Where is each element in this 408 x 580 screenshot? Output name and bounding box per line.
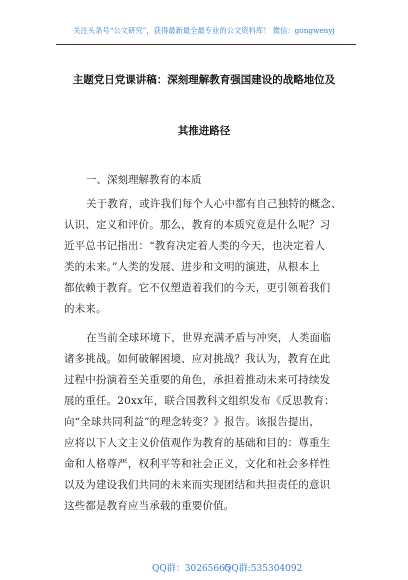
paragraph2-line: 展的重任。20xx年，联合国教科文组织发布《反思教育： xyxy=(64,395,335,407)
section-heading: 一、深刻理解教育的本质 xyxy=(86,174,202,186)
paragraph1-line: 近平总书记指出：“教育决定着人类的今天，也决定着人 xyxy=(64,240,326,252)
paragraph2-line: 命和人格尊严，权利平等和社会正义，文化和社会多样性 xyxy=(64,458,331,470)
document-title-line2: 其推进路径 xyxy=(177,125,231,137)
paragraph2-line: 在当前全球环境下，世界充满矛盾与冲突，人类面临 xyxy=(86,332,331,344)
paragraph1-line: 认识、定义和评价。那么，教育的本质究竟是什么呢？习 xyxy=(64,219,331,231)
paragraph2-line: 这些都是教育应当承载的重要价值。 xyxy=(64,500,235,512)
paragraph2-line: 诸多挑战。如何破解困境、应对挑战？我认为，教育在此 xyxy=(64,353,331,365)
paragraph2-line: 过程中扮演着至关重要的角色，承担着推动未来可持续发 xyxy=(64,374,331,386)
footer-qq-group-right: QQ群:535304092 xyxy=(224,564,303,574)
paragraph1-line: 的未来。 xyxy=(64,303,107,315)
paragraph2-line: 以及为建设我们共同的未来而实现团结和共担责任的意识 xyxy=(64,479,331,491)
paragraph1-line: 都依赖于教育。它不仅塑造着我们的今天，更引领着我们 xyxy=(64,282,331,294)
paragraph1-line: 关于教育，或许我们每个人心中都有自己独特的概念、 xyxy=(86,198,342,210)
paragraph2-line: 应将以下人文主义价值观作为教育的基础和目的：尊重生 xyxy=(64,437,331,449)
paragraph2-line: 向“全球共同利益”的理念转变？》报告。该报告提出， xyxy=(64,416,320,428)
footer-qq-group-left: QQ群：30265665 xyxy=(152,564,231,574)
header-divider xyxy=(56,44,356,45)
document-title-line1: 主题党日党课讲稿：深刻理解教育强国建设的战略地位及 xyxy=(72,74,336,86)
header-banner: 关注头条号“公文研究”，获得最新最全最专业的公文资料库！ 微信：gongwenyj xyxy=(73,26,335,35)
paragraph1-line: 类的未来。”人类的发展、进步和文明的演进，从根本上 xyxy=(64,261,320,273)
